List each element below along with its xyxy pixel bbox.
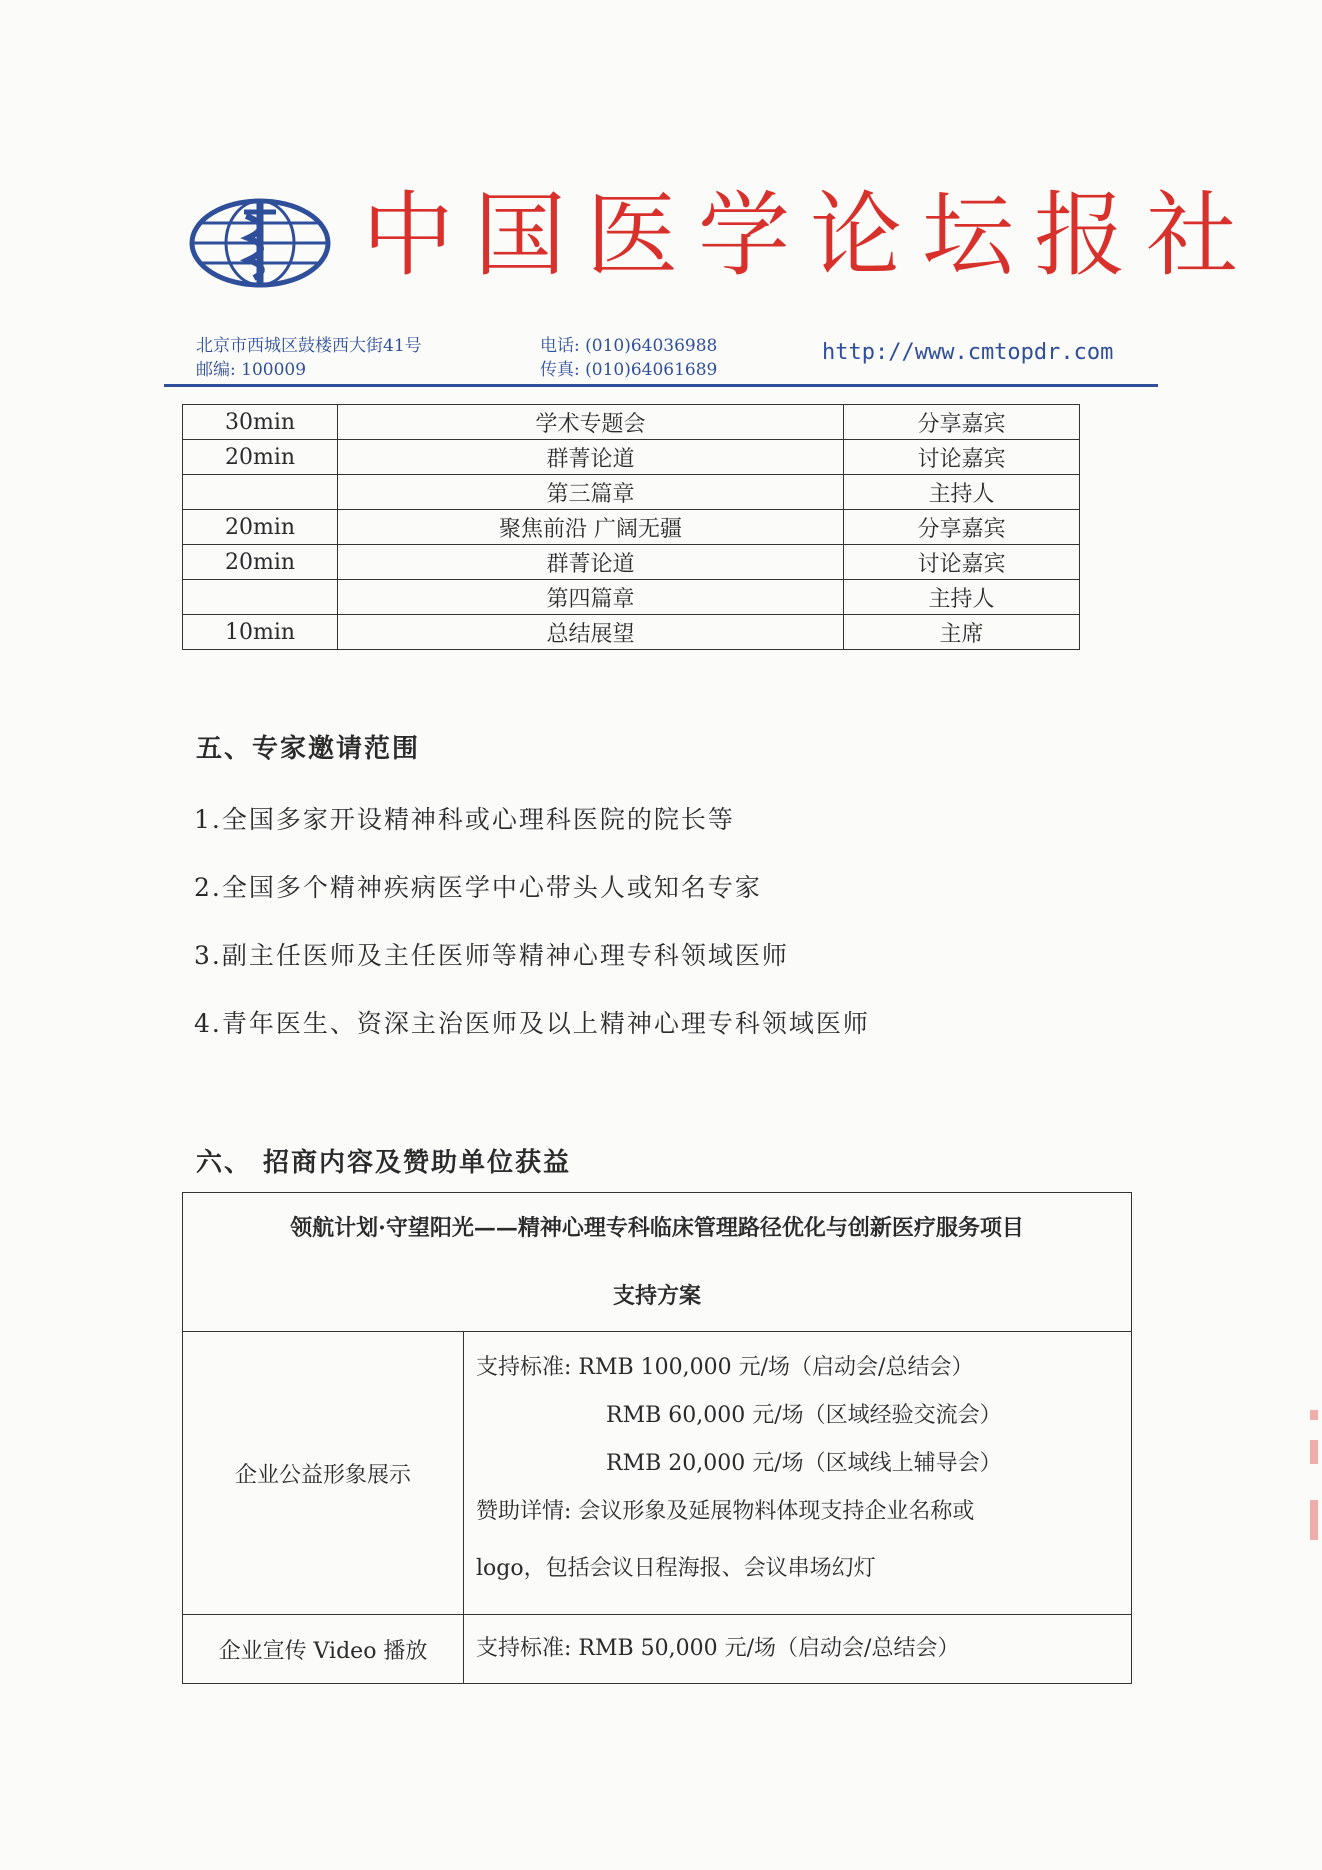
phone: 电话: (010)64036988 xyxy=(540,336,718,356)
table-row xyxy=(183,440,1080,475)
postcode: 邮编: 100009 xyxy=(196,360,307,380)
table-row xyxy=(183,1615,1132,1684)
session-cell: 聚焦前沿 广阔无疆 xyxy=(338,510,844,545)
table-row xyxy=(183,475,1080,510)
phone-block xyxy=(540,334,717,382)
session-cell: 第三篇章 xyxy=(338,475,844,510)
detail-line: 赞助详情: 会议形象及延展物料体现支持企业名称或 xyxy=(476,1499,975,1524)
table-row xyxy=(183,510,1080,545)
detail-line: logo，包括会议日程海报、会议串场幻灯 xyxy=(476,1556,876,1581)
row-label: 企业公益形象展示 xyxy=(183,1332,464,1615)
project-title: 领航计划·守望阳光——精神心理专科临床管理路径优化与创新医疗服务项目 xyxy=(290,1215,1024,1241)
table-row xyxy=(183,545,1080,580)
table-row xyxy=(183,1193,1132,1332)
role-cell: 主持人 xyxy=(844,580,1080,615)
duration-cell xyxy=(183,475,338,510)
duration-cell: 20min xyxy=(183,545,338,580)
fax: 传真: (010)64061689 xyxy=(540,360,718,380)
table-row xyxy=(183,405,1080,440)
stamp-edge xyxy=(1310,1410,1318,1420)
role-cell: 主席 xyxy=(844,615,1080,650)
detail-line: 支持标准: RMB 100,000 元/场（启动会/总结会） xyxy=(476,1355,974,1380)
schedule-table xyxy=(182,404,1080,650)
sponsorship-table xyxy=(182,1192,1132,1684)
website-link[interactable]: http://www.cmtopdr.com xyxy=(822,340,1114,365)
row-detail xyxy=(464,1615,1132,1684)
session-cell: 群菁论道 xyxy=(338,440,844,475)
stamp-edge xyxy=(1310,1440,1318,1464)
list-item: 1.全国多家开设精神科或心理科医院的院长等 xyxy=(194,805,735,834)
list-item: 3.副主任医师及主任医师等精神心理专科领域医师 xyxy=(194,941,789,970)
table-row xyxy=(183,615,1080,650)
role-cell: 分享嘉宾 xyxy=(844,405,1080,440)
duration-cell: 20min xyxy=(183,440,338,475)
session-cell: 第四篇章 xyxy=(338,580,844,615)
caduceus-globe-icon xyxy=(188,198,332,288)
address-block xyxy=(196,334,422,382)
detail-line: RMB 60,000 元/场（区域经验交流会） xyxy=(606,1403,1002,1428)
detail-line: 支持标准: RMB 50,000 元/场（启动会/总结会） xyxy=(476,1636,960,1661)
role-cell: 主持人 xyxy=(844,475,1080,510)
stamp-edge xyxy=(1310,1500,1318,1540)
duration-cell: 10min xyxy=(183,615,338,650)
duration-cell: 20min xyxy=(183,510,338,545)
table-banner xyxy=(183,1193,1132,1332)
plan-title: 支持方案 xyxy=(612,1283,701,1309)
detail-line: RMB 20,000 元/场（区域线上辅导会） xyxy=(606,1451,1002,1476)
role-cell: 讨论嘉宾 xyxy=(844,440,1080,475)
org-name: 中国医学论坛报社 xyxy=(362,182,1259,289)
role-cell: 分享嘉宾 xyxy=(844,510,1080,545)
duration-cell xyxy=(183,580,338,615)
section-6-title: 六、 招商内容及赞助单位获益 xyxy=(196,1148,572,1178)
table-row xyxy=(183,1332,1132,1615)
row-label: 企业宣传 Video 播放 xyxy=(183,1615,464,1684)
table-row xyxy=(183,580,1080,615)
duration-cell: 30min xyxy=(183,405,338,440)
role-cell: 讨论嘉宾 xyxy=(844,545,1080,580)
session-cell: 群菁论道 xyxy=(338,545,844,580)
session-cell: 总结展望 xyxy=(338,615,844,650)
session-cell: 学术专题会 xyxy=(338,405,844,440)
letterhead xyxy=(0,0,1322,400)
address: 北京市西城区鼓楼西大街41号 xyxy=(196,336,422,356)
row-detail xyxy=(464,1332,1132,1615)
section-5-title: 五、专家邀请范围 xyxy=(196,734,421,764)
header-divider xyxy=(164,384,1158,387)
list-item: 2.全国多个精神疾病医学中心带头人或知名专家 xyxy=(194,873,762,902)
list-item: 4.青年医生、资深主治医师及以上精神心理专科领域医师 xyxy=(194,1009,870,1038)
